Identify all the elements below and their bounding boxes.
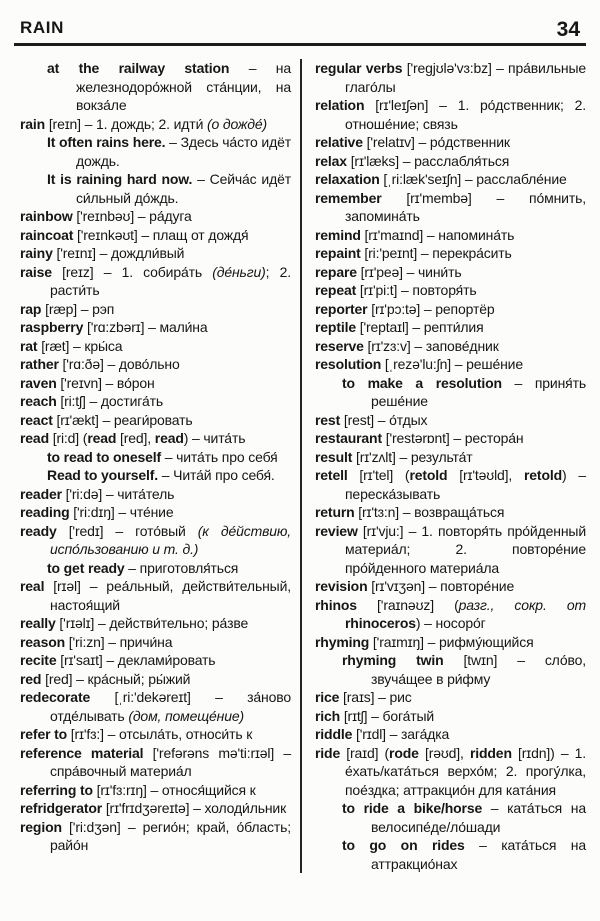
entry-text: [rɪ'tɜ:n] – возвраща́ться [354,504,505,520]
headword-or-phrase: react [20,411,53,428]
dictionary-entry [315,226,586,245]
headword-or-phrase: raise [20,263,52,280]
headword-or-phrase: relative [315,134,363,150]
entry-text: [rɪ'pi:t] – повторя́ть [356,282,477,298]
headword-or-phrase: reach [20,393,57,409]
headword-or-phrase: ready [20,522,57,539]
headword-or-phrase: to ride a bike/horse [342,800,483,816]
headword-or-phrase: rhyming twin [342,652,444,668]
headword-or-phrase: retell [315,467,348,483]
dictionary-entry [20,337,291,356]
headword-or-phrase: really [20,615,56,631]
entry-text: [ri:tʃ] – достига́ть [56,393,163,409]
dictionary-entry [20,799,291,818]
headword-or-phrase: to read to oneself [47,448,161,465]
sub-entry [20,170,291,207]
entry-text: [rɪ'tel] ( [347,467,410,483]
headword-or-phrase: refridgerator [20,800,103,816]
headword-or-phrase: raincoat [20,226,74,243]
dictionary-entry [315,281,586,300]
headword-or-phrase: retold [409,467,448,483]
dictionary-columns [14,46,586,873]
dictionary-entry [20,263,291,300]
headword-or-phrase: rap [20,300,42,317]
sub-entry [315,651,586,688]
dictionary-entry [315,688,586,707]
right-column [300,59,586,873]
dictionary-entry [20,503,291,522]
dictionary-entry [20,651,291,670]
dictionary-entry [315,633,586,652]
entry-text: [rɪ'læks] – расслабля́ться [346,152,510,169]
dictionary-entry [315,522,586,578]
dictionary-entry [315,96,586,133]
headword-or-phrase: reader [20,485,62,502]
page-header [14,14,586,46]
dictionary-entry [315,355,586,374]
headword-or-phrase: rest [315,411,341,428]
sub-entry [20,59,291,115]
entry-text: – чита́ть про себя́ [160,448,278,465]
dictionary-entry [20,374,291,393]
entry-text: [ˌrezə'lu:ʃn] – реше́ние [381,356,523,372]
headword-or-phrase: at the railway station [47,60,230,76]
headword-or-phrase: relaxation [315,171,380,187]
dictionary-entry [315,725,586,744]
dictionary-entry [20,226,291,245]
entry-text: [rest] – о́тдых [340,411,428,428]
headword-or-phrase: resolution [315,356,382,372]
dictionary-entry [20,522,291,559]
entry-text: ['raɪnəʊz] ( [356,596,459,613]
entry-text: ['reɪnkəʊt] – плащ от дождя́ [73,226,249,243]
entry-text: [rɪ'zɜ:v] – запове́дник [363,337,499,354]
entry-text: ['reɪnbəʊ] – ра́дуга [72,208,192,224]
headword-or-phrase: rhinoceros [345,615,416,631]
dictionary-entry [20,744,291,781]
dictionary-entry [20,577,291,614]
entry-text: [rɪ'fɜ:] – отсыла́ть, относи́ть к [67,726,253,742]
entry-text: [rɪ'zʌlt] – результа́т [352,448,473,465]
usage-note: (дом, помеще́ние) [128,707,245,724]
dictionary-entry [315,189,586,226]
dictionary-entry [315,152,586,171]
entry-text: ['restərɒnt] – рестора́н [381,430,524,446]
headword-or-phrase: region [20,818,62,835]
entry-text: [rɪ'saɪt] – деклами́ровать [56,652,216,668]
headword-or-phrase: remind [315,226,361,243]
entry-text: – приня́ть реше́ние [371,374,586,409]
dictionary-entry [20,355,291,374]
headword-or-phrase: referring to [20,781,93,798]
sub-entry [315,374,586,411]
headword-or-phrase: rat [20,337,38,354]
sub-entry [315,799,586,836]
headword-or-phrase: relax [315,152,347,169]
headword-or-phrase: rhyming [315,633,370,650]
dictionary-entry [315,577,586,596]
entry-text: ['ri:dɪŋ] – чте́ние [69,504,174,520]
headword-or-phrase: repare [315,263,357,280]
dictionary-entry [315,244,586,263]
entry-text: [red] – кра́сный; ры́жий [41,670,191,687]
headword-or-phrase: rainbow [20,208,73,224]
entry-text: [rɪ'fɜ:rɪŋ] – относя́щийся к [92,781,256,798]
headword-or-phrase: refer to [20,726,68,742]
entry-text: – Сейча́с идёт си́льный до́ждь. [76,171,291,206]
entry-text: [ˌri:læk'seɪʃn] – расслабле́ние [379,171,567,187]
headword-or-phrase: restaurant [315,430,382,446]
headword-or-phrase: retold [524,467,562,483]
dictionary-entry [315,59,586,96]
headword-or-phrase: relation [315,97,365,113]
entry-text: [raɪd] ( [340,744,390,761]
sub-entry [20,466,291,485]
entry-text: ['rɑ:ðə] – дово́льно [58,356,180,372]
entry-text: [raɪs] – рис [339,689,412,705]
dictionary-entry [20,429,291,448]
headword-or-phrase: read [154,430,184,446]
dictionary-entry [315,170,586,189]
entry-text: – на железнодоро́жной ста́нции, на вокза́ле [76,60,291,113]
entry-text: ['regjʊlə'vɜ:bz] – пра́вильные глаго́лы [345,60,587,95]
entry-text: [ræp] – рэп [41,300,115,317]
headword-or-phrase: review [315,522,358,539]
entry-text: [rɪdn]) – 1. е́хать/ката́ться верхо́м; 2. прогу́лка, пое́здка; аттракцио́н для ката́ния [345,744,587,798]
dictionary-entry [20,670,291,689]
headword-or-phrase: rather [20,356,59,372]
headword-or-phrase: redecorate [20,689,91,705]
entry-text: ; 2. расти́ть [50,263,291,298]
left-column [14,59,300,873]
headword-or-phrase: rode [389,744,419,761]
entry-text: – приготовля́ться [124,559,239,576]
entry-text: ) – переска́зывать [345,467,586,502]
entry-text: – ката́ться на аттракцио́нах [371,837,586,872]
headword-or-phrase: rain [20,115,46,132]
dictionary-entry [315,318,586,337]
dictionary-entry [20,318,291,337]
dictionary-entry [20,781,291,800]
dictionary-entry [20,300,291,319]
headword-or-phrase: return [315,504,355,520]
entry-text: ['ri:zn] – причи́на [65,633,173,650]
entry-text: ['reptaɪl] – репти́лия [355,319,484,335]
headword-or-phrase: rhinos [315,596,357,613]
entry-text: ) – носоро́г [415,615,486,631]
dictionary-entry [315,411,586,430]
entry-text: – ката́ться на велосипе́де/ло́шади [371,800,586,835]
dictionary-entry [315,503,586,522]
entry-text: [reɪn] – 1. дождь; 2. идти́ [45,115,207,132]
headword-or-phrase: to go on rides [342,837,465,853]
headword-or-phrase: reptile [315,319,356,335]
usage-note: (о дожде́) [206,115,268,132]
headword-or-phrase: rice [315,689,340,705]
headword-or-phrase: Read to yourself. [47,467,159,483]
entry-text: [rɪ'membə] – по́мнить, запомина́ть [345,189,586,224]
headword-or-phrase: red [20,670,42,687]
headword-or-phrase: revision [315,578,368,594]
dictionary-entry [20,207,291,226]
entry-text: [rɪ'maɪnd] – напомина́ть [360,226,515,243]
entry-text: [rɪ'vɪʒən] – повторе́ние [367,578,515,594]
headword-or-phrase: ride [315,744,341,761]
dictionary-entry [315,466,586,503]
entry-text: [rɪ'təʊld], [447,467,524,483]
dictionary-entry [20,244,291,263]
sub-entry [20,448,291,467]
dictionary-entry [20,614,291,633]
headword-or-phrase: result [315,448,353,465]
entry-text: ['rɪəlɪ] – действи́тельно; ра́зве [55,615,249,631]
entry-text: ['refərəns mə'ti:rɪəl] – спра́вочный материа́л [50,744,291,779]
dictionary-entry [315,300,586,319]
headword-or-phrase: to get ready [47,559,125,576]
dictionary-entry [20,115,291,134]
entry-text: [ri:d] ( [48,430,88,446]
headword-or-phrase: real [20,578,45,594]
entry-text: [red], [116,430,155,446]
dictionary-entry [315,448,586,467]
entry-text: [rɪ'frɪdʒəreɪtə] – холоди́льник [102,800,287,816]
entry-text: [ræt] – кры́са [37,337,123,354]
headword-or-phrase: repaint [315,245,361,261]
dictionary-entry [20,725,291,744]
dictionary-entry [315,133,586,152]
dictionary-entry [20,411,291,430]
entry-text: [rɪ'leɪʃən] – 1. ро́дственник; 2. отноше́ние; связь [345,97,586,132]
dictionary-entry [315,429,586,448]
entry-text: – Здесь ча́сто идёт дождь. [76,134,292,169]
entry-text: [reɪz] – 1. собира́ть [51,263,213,280]
headword-or-phrase: remember [315,189,382,206]
entry-text: ) – чита́ть [183,430,246,446]
headword-or-phrase: recite [20,652,57,668]
headword-or-phrase: rainy [20,245,53,261]
headword-or-phrase: It often rains here. [47,134,166,150]
usage-note: разг., сокр. от [458,596,586,613]
entry-text: [rɪ'ækt] – реаги́ровать [52,411,193,428]
usage-note: (де́ньги) [212,263,266,280]
sub-entry [20,559,291,578]
headword-or-phrase: read [20,430,49,446]
dictionary-entry [20,818,291,855]
entry-text: ['reɪnɪ] – дождли́вый [52,245,185,261]
entry-text: [ˌri:'dekəreɪt] – за́ново отде́лывать [50,689,291,724]
dictionary-entry [315,707,586,726]
entry-text: ['relatɪv] – ро́дственник [362,134,510,150]
sub-entry [20,133,291,170]
headword-or-phrase: rich [315,707,341,724]
headword-or-phrase: raven [20,374,57,391]
sub-entry [315,836,586,873]
entry-text: [rɪtʃ] – бога́тый [340,707,435,724]
entry-text: [twɪn] – сло́во, звуча́щее в ри́фму [371,652,586,687]
entry-text: [rɪəl] – реа́льный, действи́тельный, настоя́щий [44,578,291,613]
dictionary-entry [315,596,586,633]
entry-text: ['ri:də] – чита́тель [61,485,175,502]
entry-text: [rəʊd], [418,744,470,761]
headword-or-phrase: reporter [315,300,368,317]
headword-or-phrase: reason [20,633,66,650]
dictionary-entry [315,744,586,800]
entry-text: [rɪ'vju:] – 1. повторя́ть про́йденный материа́л; 2. повторе́ние про́йденного материа́ла [345,522,586,576]
headword-or-phrase: riddle [315,726,353,742]
entry-text: ['redɪ] – гото́вый [56,522,198,539]
headword-or-phrase: regular verbs [315,60,403,76]
entry-text: [ri:'peɪnt] – перекра́сить [360,245,512,261]
dictionary-entry [20,633,291,652]
entry-text: ['rɪdl] – зага́дка [352,726,450,742]
dictionary-entry [315,263,586,282]
entry-text: ['raɪmɪŋ] – рифму́ющийся [369,633,534,650]
headword-or-phrase: to make a resolution [342,374,502,391]
headword-or-phrase: reading [20,504,70,520]
entry-text: ['ri:dʒən] – регио́н; край, о́бласть; райо́н [50,818,291,853]
entry-text: – Чита́й про себя́. [158,467,275,483]
usage-note: (к де́йствию, испо́льзованию и т. д.) [50,522,291,557]
headword-or-phrase: raspberry [20,319,84,335]
dictionary-entry [20,485,291,504]
headword-or-phrase: read [87,430,117,446]
headword-or-phrase: ridden [469,744,512,761]
headword-or-phrase: reference material [20,744,144,761]
dictionary-entry [315,337,586,356]
entry-text: [rɪ'pɔ:tə] – репортёр [367,300,495,317]
headword-or-phrase: repeat [315,282,357,298]
headword-or-phrase: reserve [315,337,364,354]
entry-text: [rɪ'peə] – чини́ть [356,263,462,280]
entry-text: ['rɑ:zbərɪ] – мали́на [83,319,208,335]
page-number: 34 [556,18,580,41]
dictionary-entry [20,688,291,725]
guide-word: RAIN [20,18,64,37]
headword-or-phrase: It is raining hard now. [47,171,193,187]
dictionary-entry [20,392,291,411]
entry-text: ['reɪvn] – во́рон [56,374,155,391]
